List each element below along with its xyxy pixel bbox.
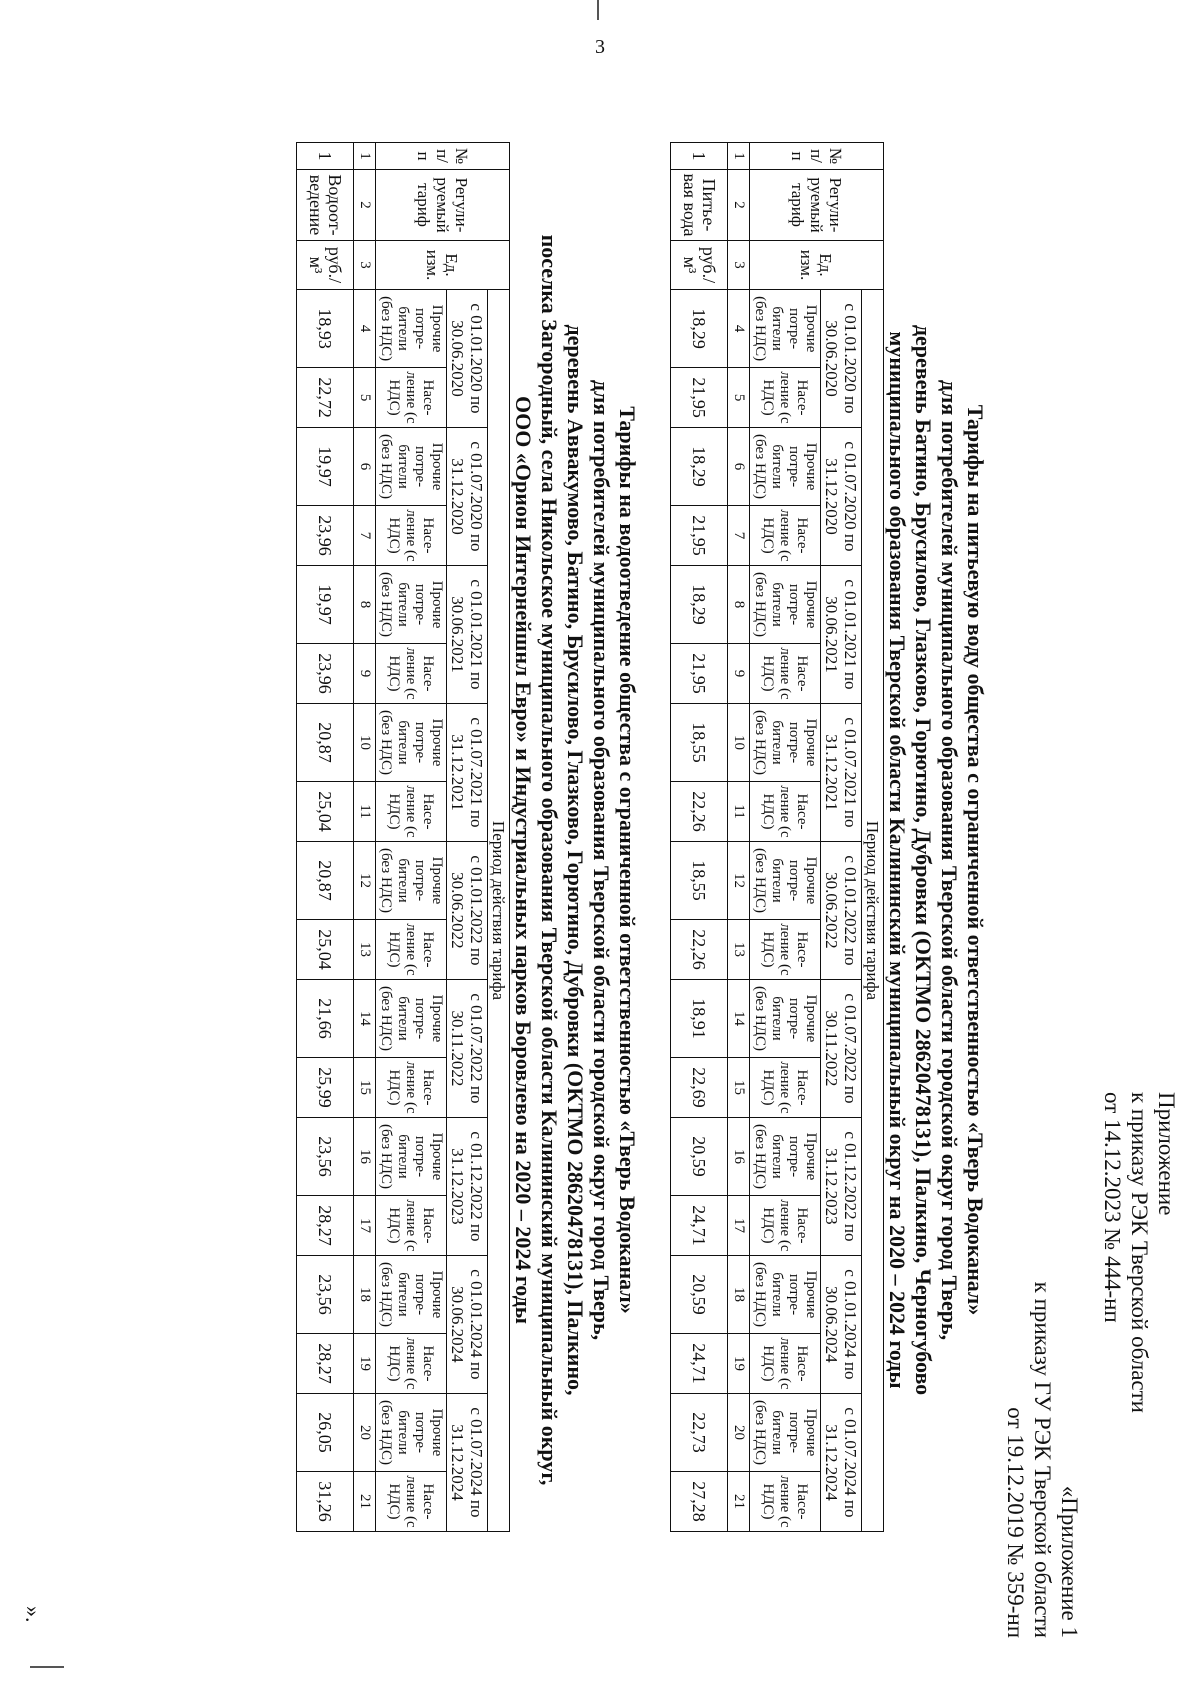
tariff-value: 21,95 [671,644,728,704]
table2-title [510,82,640,1638]
header-population: Насе- ление (с НДС) [750,644,821,704]
col-number: 16 [728,1117,750,1195]
header-other: Прочие потре- бители (без НДС) [376,979,447,1057]
header-population: Насе- ление (с НДС) [750,506,821,566]
header-population: Насе- ление (с НДС) [376,1334,447,1394]
col-number: 3 [728,241,750,290]
col-number: 9 [354,644,376,704]
header-population: Насе- ление (с НДС) [750,782,821,842]
header-population: Насе- ление (с НДС) [376,368,447,428]
tariff-value: 24,71 [671,1196,728,1256]
header-period-7: с 01.12.2022 по 31.12.2023 [447,1117,488,1255]
tariff-value: 18,29 [671,427,728,505]
col-number: 18 [728,1255,750,1333]
header-population: Насе- ление (с НДС) [376,1196,447,1256]
tariff-value: 19,97 [297,565,354,643]
tariff-value: 26,05 [297,1393,354,1471]
tariff-value: 21,66 [297,979,354,1057]
table2-title-line: для потребителей муниципального образования Тверской области городской округ город Тверь, [589,379,614,1341]
col-number: 7 [354,506,376,566]
header-other: Прочие потре- бители (без НДС) [750,841,821,919]
tariff-value: 23,96 [297,644,354,704]
appendix-line-3: от 14.12.2023 № 444-нп [1100,1092,1125,1323]
header-tariff: Регули- руемый тариф [750,170,884,241]
col-number: 15 [354,1058,376,1118]
col-number: 20 [728,1393,750,1471]
header-period-7: с 01.12.2022 по 31.12.2023 [821,1117,862,1255]
header-period-4: с 01.07.2021 по 31.12.2021 [447,703,488,841]
scan-mark-bottom [30,1666,64,1668]
table2-wastewater [296,142,510,1532]
header-period-1: с 01.01.2020 по 30.06.2020 [447,290,488,428]
header-period: Период действия тарифа [488,290,510,1532]
table1-drinking-water [670,142,884,1532]
col-number: 12 [354,841,376,919]
header-unit: Ед. изм. [376,241,510,290]
header-population: Насе- ление (с НДС) [376,920,447,980]
header-population: Насе- ление (с НДС) [750,1472,821,1532]
tariff-value: 18,91 [671,979,728,1057]
tariff-value: 21,95 [671,506,728,566]
tariff-value: 22,73 [671,1393,728,1471]
header-other: Прочие потре- бители (без НДС) [376,703,447,781]
header-period-4: с 01.07.2021 по 31.12.2021 [821,703,862,841]
col-number: 8 [354,565,376,643]
col-number: 1 [354,143,376,170]
tariff-value: 25,99 [297,1058,354,1118]
appendix-line-2: к приказу РЭК Тверской области [1127,1092,1152,1413]
table1-title [884,82,988,1638]
col-number: 11 [728,782,750,842]
tariff-value: 18,29 [671,565,728,643]
col-number: 12 [728,841,750,919]
header-period-6: с 01.07.2022 по 30.11.2022 [821,979,862,1117]
col-number: 19 [354,1334,376,1394]
header-other: Прочие потре- бители (без НДС) [376,290,447,368]
tariff-value: 28,27 [297,1196,354,1256]
tariff-value: 22,26 [671,782,728,842]
tariff-value: 28,27 [297,1334,354,1394]
col-number: 5 [728,368,750,428]
header-period-3: с 01.01.2021 по 30.06.2021 [447,565,488,703]
row-unit: руб./ м³ [671,241,728,290]
col-number: 11 [354,782,376,842]
header-unit: Ед. изм. [750,241,884,290]
tariff-value: 18,55 [671,703,728,781]
header-population: Насе- ление (с НДС) [376,1058,447,1118]
table2-title-line: Тарифы на водоотведение общества с ограниченной ответственностью «Тверь Водоканал» [615,406,640,1314]
col-number: 6 [354,427,376,505]
header-other: Прочие потре- бители (без НДС) [376,1393,447,1471]
col-number: 18 [354,1255,376,1333]
header-period-5: с 01.01.2022 по 30.06.2022 [821,841,862,979]
col-number: 10 [728,703,750,781]
column-number-row [354,143,376,1532]
col-number: 19 [728,1334,750,1394]
table1-title-line: муниципального образования Тверской области Калининский муниципальный округ на 2020 – 2024 годы [885,331,910,1389]
col-number: 9 [728,644,750,704]
col-number: 13 [728,920,750,980]
table1-title-line: Тарифы на питьевую воду общества с ограниченной ответственностью «Тверь Водоканал» [963,404,988,1316]
header-other: Прочие потре- бители (без НДС) [750,290,821,368]
table2-title-line: поселка Загородный, села Никольское муниципального образования Тверской области Калининский муниципальный округ, [537,234,562,1486]
header-period: Период действия тарифа [862,290,884,1532]
column-number-row [728,143,750,1532]
header-other: Прочие потре- бители (без НДС) [750,1117,821,1195]
header-period-5: с 01.01.2022 по 30.06.2022 [447,841,488,979]
tariff-value: 18,29 [671,290,728,368]
tariff-value: 25,04 [297,920,354,980]
header-other: Прочие потре- бители (без НДС) [750,427,821,505]
header-period-8: с 01.01.2024 по 30.06.2024 [821,1255,862,1393]
header-period-9: с 01.07.2024 по 31.12.2024 [447,1393,488,1531]
row-tariff-name: Водоот- ведение [297,170,354,241]
header-period-8: с 01.01.2024 по 30.06.2024 [447,1255,488,1393]
appendix-prev-block [1002,1272,1083,1638]
header-population: Насе- ление (с НДС) [376,1472,447,1532]
table1-title-line: для потребителей муниципального образования Тверской области городской округ город Тверь, [937,379,962,1341]
header-other: Прочие потре- бители (без НДС) [750,979,821,1057]
header-period-3: с 01.01.2021 по 30.06.2021 [821,565,862,703]
header-other: Прочие потре- бители (без НДС) [376,1255,447,1333]
header-population: Насе- ление (с НДС) [750,368,821,428]
tariff-value: 22,26 [671,920,728,980]
col-number: 8 [728,565,750,643]
header-other: Прочие потре- бители (без НДС) [376,427,447,505]
header-other: Прочие потре- бители (без НДС) [750,1255,821,1333]
header-population: Насе- ление (с НДС) [750,1334,821,1394]
header-period-2: с 01.07.2020 по 31.12.2020 [447,427,488,565]
rotated-page-content [8,60,1188,1660]
header-population: Насе- ление (с НДС) [376,782,447,842]
header-population: Насе- ление (с НДС) [376,506,447,566]
tariff-value: 27,28 [671,1472,728,1532]
header-period-2: с 01.07.2020 по 31.12.2020 [821,427,862,565]
col-number: 10 [354,703,376,781]
tariff-value: 22,69 [671,1058,728,1118]
col-number: 20 [354,1393,376,1471]
table-row [297,143,354,1532]
header-other: Прочие потре- бители (без НДС) [750,565,821,643]
page-number: 3 [595,36,605,58]
appendix-line-1: Приложение [1154,1092,1179,1216]
col-number: 1 [728,143,750,170]
table2-title-line: ООО «Орион Интернейшнл Евро» и Индустриальных парков Боровлево на 2020 – 2024 годы [511,396,536,1324]
col-number: 21 [728,1472,750,1532]
header-other: Прочие потре- бители (без НДС) [376,841,447,919]
col-number: 14 [728,979,750,1057]
header-population: Насе- ление (с НДС) [750,1058,821,1118]
tariff-value: 23,56 [297,1117,354,1195]
col-number: 17 [354,1196,376,1256]
col-number: 21 [354,1472,376,1532]
header-period-9: с 01.07.2024 по 31.12.2024 [821,1393,862,1531]
tariff-value: 21,95 [671,368,728,428]
tariff-value: 20,59 [671,1117,728,1195]
col-number: 16 [354,1117,376,1195]
row-number: 1 [297,143,354,170]
row-tariff-name: Питье- вая вода [671,170,728,241]
tariff-value: 25,04 [297,782,354,842]
header-population: Насе- ление (с НДС) [750,920,821,980]
col-number: 7 [728,506,750,566]
closing-quote: ». [21,1606,46,1623]
appendix-prev-line-2: к приказу ГУ РЭК Тверской области [1030,1281,1055,1638]
tariff-value: 23,56 [297,1255,354,1333]
col-number: 4 [728,290,750,368]
header-period-6: с 01.07.2022 по 30.11.2022 [447,979,488,1117]
header-period-1: с 01.01.2020 по 30.06.2020 [821,290,862,428]
tariff-value: 18,55 [671,841,728,919]
header-other: Прочие потре- бители (без НДС) [750,703,821,781]
header-tariff: Регули- руемый тариф [376,170,510,241]
scan-mark-top [597,0,599,20]
row-number: 1 [671,143,728,170]
col-number: 3 [354,241,376,290]
appendix-block [1099,1092,1180,1638]
col-number: 2 [354,170,376,241]
header-other: Прочие потре- бители (без НДС) [750,1393,821,1471]
tariff-value: 24,71 [671,1334,728,1394]
header-population: Насе- ление (с НДС) [750,1196,821,1256]
tariff-value: 20,59 [671,1255,728,1333]
tariff-value: 20,87 [297,841,354,919]
row-unit: руб./ м³ [297,241,354,290]
col-number: 4 [354,290,376,368]
tariff-value: 22,72 [297,368,354,428]
tariff-value: 18,93 [297,290,354,368]
header-no: № п/ п [750,143,884,170]
col-number: 13 [354,920,376,980]
tariff-value: 20,87 [297,703,354,781]
col-number: 17 [728,1196,750,1256]
col-number: 6 [728,427,750,505]
col-number: 5 [354,368,376,428]
header-no: № п/ п [376,143,510,170]
table1-title-line: деревень Батино, Брусилово, Глазково, Горютино, Дубровки (ОКТМО 28620478131), Палкино, Черногубово [911,324,936,1396]
header-other: Прочие потре- бители (без НДС) [376,565,447,643]
header-other: Прочие потре- бители (без НДС) [376,1117,447,1195]
appendix-prev-line-3: от 19.12.2019 № 359-нп [1003,1407,1028,1638]
header-population: Насе- ление (с НДС) [376,644,447,704]
tariff-value: 31,26 [297,1472,354,1532]
appendix-prev-line-1: «Приложение 1 [1057,1485,1082,1638]
col-number: 2 [728,170,750,241]
tariff-value: 19,97 [297,427,354,505]
table-row [671,143,728,1532]
tariff-value: 23,96 [297,506,354,566]
col-number: 14 [354,979,376,1057]
col-number: 15 [728,1058,750,1118]
table2-title-line: деревень Аввакумово, Батино, Брусилово, Глазково, Горютино, Дубровки (ОКТМО 28620478131), Палкино, [563,324,588,1396]
